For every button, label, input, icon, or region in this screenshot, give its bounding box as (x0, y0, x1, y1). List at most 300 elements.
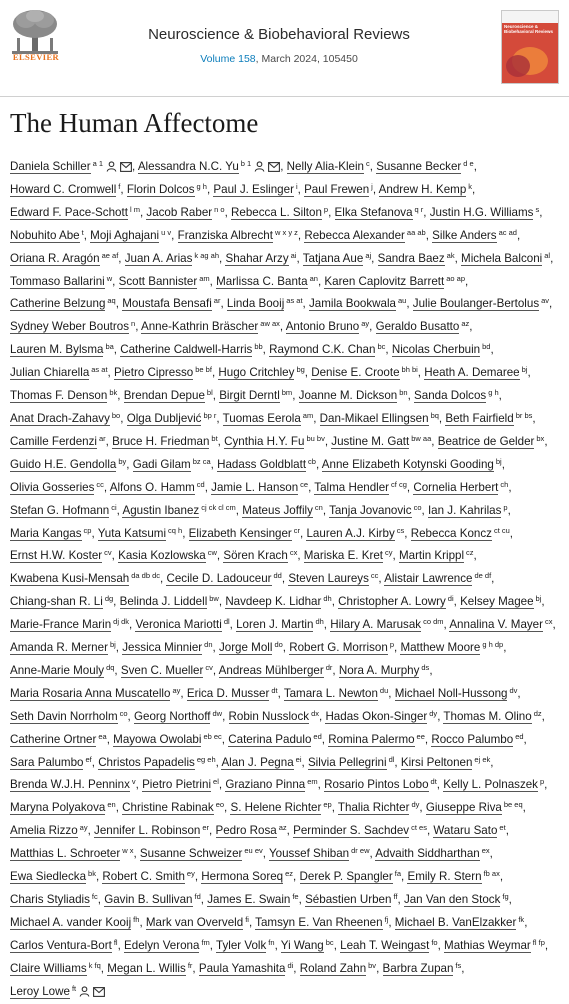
affiliation-marker[interactable]: dy (411, 800, 420, 810)
affiliation-marker[interactable]: ac ad (498, 227, 517, 237)
author-name-link[interactable]: Annalina V. Mayer (449, 618, 543, 632)
author-name-link[interactable]: Michela Balconi (461, 251, 543, 265)
affiliation-marker[interactable]: er (202, 823, 210, 833)
author-name-link[interactable]: Hermona Soreq (201, 870, 284, 884)
affiliation-marker[interactable]: ay (172, 685, 181, 695)
affiliation-marker[interactable]: ae af (101, 250, 119, 260)
volume-link[interactable]: Volume 158 (200, 53, 256, 65)
affiliation-marker[interactable]: eg eh (196, 754, 216, 764)
author-name-link[interactable]: Christopher A. Lowry (338, 595, 446, 609)
envelope-icon[interactable] (93, 987, 105, 997)
affiliation-marker[interactable]: bx (536, 433, 545, 443)
author-name-link[interactable]: Silke Anders (432, 228, 497, 242)
author-name-link[interactable]: Ewa Siedlecka (10, 870, 87, 884)
author-name-link[interactable]: Nelly Alia-Klein (286, 160, 364, 173)
author-name-link[interactable]: Pietro Cipresso (113, 366, 194, 380)
affiliation-marker[interactable]: p (503, 502, 508, 512)
affiliation-marker[interactable]: i (295, 181, 298, 191)
author-name-link[interactable]: Mayowa Owolabi (113, 732, 202, 746)
author-name-link[interactable]: Alistair Lawrence (384, 572, 473, 586)
affiliation-marker[interactable]: aa ab (406, 227, 426, 237)
author-name-link[interactable]: Tatjana Aue (302, 251, 364, 265)
affiliation-marker[interactable]: aw ax (260, 319, 280, 329)
author-name-link[interactable]: Veronica Mariotti (135, 618, 222, 632)
affiliation-marker[interactable]: ee (416, 731, 425, 741)
affiliation-marker[interactable]: du (379, 685, 389, 695)
affiliation-marker[interactable]: ff (393, 892, 398, 901)
affiliation-marker[interactable]: dg (104, 594, 114, 604)
author-name-link[interactable]: Tuomas Eerola (222, 411, 301, 425)
affiliation-marker[interactable]: fm (201, 937, 210, 947)
affiliation-marker[interactable]: ct cu (493, 525, 510, 535)
author-name-link[interactable]: Edward F. Pace-Schott (10, 205, 128, 219)
author-name-link[interactable]: Anne-Kathrin Bräscher (141, 320, 259, 334)
affiliation-marker[interactable]: cc (370, 571, 379, 581)
affiliation-marker[interactable]: q r (414, 204, 424, 214)
affiliation-marker[interactable]: j (371, 181, 373, 191)
author-name-link[interactable]: Silvia Pellegrini (307, 755, 387, 769)
affiliation-marker[interactable]: ez (285, 869, 294, 879)
affiliation-marker[interactable]: f (118, 181, 121, 191)
affiliation-marker[interactable]: cx (289, 548, 298, 558)
affiliation-marker[interactable]: fo (431, 937, 438, 947)
author-name-link[interactable]: Daniela Schiller (10, 160, 91, 173)
author-name-link[interactable]: Hilary A. Marusak (330, 618, 422, 632)
affiliation-marker[interactable]: g h (488, 388, 499, 398)
affiliation-marker[interactable]: ey (186, 869, 195, 879)
affiliation-marker[interactable]: bv (368, 960, 377, 970)
affiliation-marker[interactable]: cq h (168, 525, 183, 535)
author-name-link[interactable]: Mathias Weymar (444, 938, 531, 952)
affiliation-marker[interactable]: l m (129, 204, 140, 214)
affiliation-marker[interactable]: do (274, 640, 283, 650)
author-name-link[interactable]: Agustin Ibanez (122, 503, 200, 517)
affiliation-marker[interactable]: g h (196, 181, 207, 191)
affiliation-marker[interactable]: az (278, 823, 287, 833)
affiliation-marker[interactable]: d e (463, 159, 474, 168)
author-name-link[interactable]: Cornelia Herbert (413, 480, 499, 494)
affiliation-marker[interactable]: b 1 (240, 159, 252, 168)
author-name-link[interactable]: Megan L. Willis (107, 961, 186, 975)
author-name-link[interactable]: Alfons O. Hamm (109, 480, 195, 494)
author-name-link[interactable]: Anne Elizabeth Kotynski Gooding (321, 457, 494, 471)
author-name-link[interactable]: Matthew Moore (400, 641, 481, 655)
affiliation-marker[interactable]: v (131, 777, 136, 787)
affiliation-marker[interactable]: ed (515, 731, 524, 741)
author-name-link[interactable]: Mark van Overveld (145, 915, 244, 929)
affiliation-marker[interactable]: ar (98, 433, 106, 443)
affiliation-marker[interactable]: dt (271, 685, 278, 695)
author-name-link[interactable]: Beatrice de Gelder (437, 434, 535, 448)
author-name-link[interactable]: Heath A. Demaree (424, 366, 520, 380)
author-name-link[interactable]: Karen Caplovitz Barrett (324, 274, 445, 288)
affiliation-marker[interactable]: al (544, 250, 551, 260)
affiliation-marker[interactable]: p (389, 640, 394, 650)
author-name-link[interactable]: Julian Chiarella (10, 366, 90, 380)
author-name-link[interactable]: Catherine Ortner (10, 732, 97, 746)
affiliation-marker[interactable]: bb (254, 342, 263, 352)
author-name-link[interactable]: Advaith Siddharthan (375, 847, 480, 861)
author-name-link[interactable]: Christos Papadelis (98, 755, 195, 769)
author-name-link[interactable]: Jennifer L. Robinson (94, 824, 201, 838)
author-name-link[interactable]: Olivia Gosseries (10, 480, 95, 494)
author-name-link[interactable]: Andrew H. Kemp (378, 182, 467, 196)
author-name-link[interactable]: Geraldo Busatto (375, 320, 460, 334)
author-name-link[interactable]: Chiang-shan R. Li (10, 595, 103, 609)
affiliation-marker[interactable]: ea (98, 731, 107, 741)
author-name-link[interactable]: Tommaso Ballarini (10, 274, 105, 288)
affiliation-marker[interactable]: cr (293, 525, 301, 535)
author-name-link[interactable]: Lauren A.J. Kirby (306, 526, 395, 540)
author-name-link[interactable]: Matthias L. Schroeter (10, 847, 121, 861)
affiliation-marker[interactable]: s (535, 204, 540, 214)
affiliation-marker[interactable]: ei (295, 754, 302, 764)
affiliation-marker[interactable]: eb ec (203, 731, 222, 741)
author-name-link[interactable]: Joanne M. Dickson (298, 389, 398, 403)
affiliation-marker[interactable]: fl fp (532, 937, 545, 947)
affiliation-marker[interactable]: w (106, 273, 113, 283)
affiliation-marker[interactable]: an (309, 273, 318, 283)
author-name-link[interactable]: Linda Booij (226, 297, 285, 311)
author-name-link[interactable]: Kelly L. Polnaszek (443, 778, 538, 792)
author-name-link[interactable]: Talma Hendler (314, 480, 390, 494)
author-name-link[interactable]: Michael A. vander Kooij (10, 915, 132, 929)
affiliation-marker[interactable]: ds (421, 662, 430, 672)
affiliation-marker[interactable]: el (213, 777, 219, 787)
author-name-link[interactable]: Claire Williams (10, 961, 87, 975)
affiliation-marker[interactable]: aj (365, 250, 372, 260)
affiliation-marker[interactable]: ce (300, 479, 309, 489)
journal-cover-thumbnail[interactable] (501, 10, 559, 84)
affiliation-marker[interactable]: ct es (411, 823, 427, 833)
author-name-link[interactable]: Bruce H. Friedman (112, 434, 210, 448)
affiliation-marker[interactable]: as at (91, 365, 108, 375)
person-icon[interactable] (254, 161, 265, 172)
affiliation-marker[interactable]: ed (313, 731, 322, 741)
author-name-link[interactable]: Martin Krippl (398, 549, 465, 563)
author-name-link[interactable]: Raymond C.K. Chan (269, 343, 376, 357)
affiliation-marker[interactable]: bz ca (192, 456, 211, 466)
affiliation-marker[interactable]: cb (308, 456, 316, 466)
author-name-link[interactable]: Andreas Mühlberger (218, 663, 324, 677)
author-name-link[interactable]: Tamara L. Newton (283, 686, 378, 700)
author-name-link[interactable]: Amanda R. Merner (10, 641, 108, 655)
affiliation-marker[interactable]: bk (88, 869, 96, 879)
affiliation-marker[interactable]: a 1 (92, 159, 103, 168)
author-name-link[interactable]: Yi Wang (280, 938, 324, 952)
affiliation-marker[interactable]: k ag ah (194, 250, 220, 260)
affiliation-marker[interactable]: ch (500, 479, 509, 489)
author-name-link[interactable]: Elizabeth Kensinger (188, 526, 292, 540)
affiliation-marker[interactable]: cx (545, 617, 553, 627)
author-name-link[interactable]: Rebecca Alexander (304, 228, 405, 242)
author-name-link[interactable]: Denise E. Croote (311, 366, 400, 380)
author-name-link[interactable]: Rebecca L. Silton (231, 205, 322, 219)
author-name-link[interactable]: Justine M. Gatt (331, 434, 410, 448)
affiliation-marker[interactable]: em (307, 777, 318, 787)
affiliation-marker[interactable]: dj dk (113, 617, 129, 627)
author-name-link[interactable]: Wataru Sato (433, 824, 498, 838)
affiliation-marker[interactable]: co (119, 708, 128, 718)
author-name-link[interactable]: Giuseppe Riva (425, 801, 502, 815)
affiliation-marker[interactable]: bp r (203, 410, 217, 420)
affiliation-marker[interactable]: dy (429, 708, 438, 718)
affiliation-marker[interactable]: ft (71, 983, 77, 993)
affiliation-marker[interactable]: av (541, 296, 550, 306)
author-name-link[interactable]: Guido H.E. Gendolla (10, 457, 117, 471)
author-name-link[interactable]: Kasia Kozlowska (118, 549, 206, 563)
affiliation-marker[interactable]: ej ek (474, 754, 491, 764)
author-name-link[interactable]: Moji Aghajani (90, 228, 160, 242)
affiliation-marker[interactable]: cp (83, 525, 92, 535)
author-name-link[interactable]: Paul Frewen (304, 182, 370, 196)
author-name-link[interactable]: Thomas F. Denson (10, 389, 108, 403)
affiliation-marker[interactable]: bm (281, 388, 293, 398)
author-name-link[interactable]: Paul J. Eslinger (213, 182, 294, 196)
affiliation-marker[interactable]: n (131, 319, 136, 329)
affiliation-marker[interactable]: cv (104, 548, 112, 558)
affiliation-marker[interactable]: u v (161, 227, 172, 237)
author-name-link[interactable]: Thomas M. Olino (443, 709, 532, 723)
affiliation-marker[interactable]: p (323, 204, 329, 214)
affiliation-marker[interactable]: co dm (423, 617, 444, 627)
author-name-link[interactable]: Justin H.G. Williams (429, 205, 534, 219)
affiliation-marker[interactable]: ba (105, 342, 114, 352)
affiliation-marker[interactable]: ay (79, 823, 88, 833)
author-name-link[interactable]: Charis Styliadis (10, 893, 90, 906)
author-name-link[interactable]: Derek P. Spangler (299, 870, 393, 884)
affiliation-marker[interactable]: w x (122, 846, 134, 856)
author-name-link[interactable]: Elka Stefanova (334, 205, 413, 219)
author-name-link[interactable]: Jamila Bookwala (309, 297, 396, 311)
author-name-link[interactable]: Jacob Raber (146, 205, 213, 219)
affiliation-marker[interactable]: cj ck cl cm (201, 502, 236, 512)
author-name-link[interactable]: Stefan G. Hofmann (10, 503, 110, 517)
author-name-link[interactable]: Sandra Baez (377, 251, 445, 265)
author-name-link[interactable]: Anat Drach-Zahavy (10, 411, 110, 425)
author-name-link[interactable]: Mariska E. Kret (303, 549, 384, 563)
author-name-link[interactable]: Marlissa C. Banta (216, 274, 308, 288)
author-name-link[interactable]: Kirsi Peltonen (400, 755, 473, 769)
author-name-link[interactable]: Brendan Depue (123, 389, 205, 403)
author-name-link[interactable]: Romina Palermo (328, 732, 415, 746)
author-name-link[interactable]: Michael B. VanElzakker (394, 915, 517, 929)
author-name-link[interactable]: Maryna Polyakova (10, 801, 106, 815)
affiliation-marker[interactable]: bq (430, 410, 439, 420)
affiliation-marker[interactable]: fg (502, 892, 509, 901)
affiliation-marker[interactable]: bw aa (411, 433, 432, 443)
affiliation-marker[interactable]: de df (474, 571, 492, 581)
affiliation-marker[interactable]: bw (209, 594, 219, 604)
author-name-link[interactable]: Susanne Becker (376, 160, 462, 173)
author-name-link[interactable]: Loren J. Martin (236, 618, 314, 632)
affiliation-marker[interactable]: dl (223, 617, 230, 627)
affiliation-marker[interactable]: dr ew (351, 846, 370, 856)
author-name-link[interactable]: Susanne Schweizer (139, 847, 243, 861)
author-name-link[interactable]: Moustafa Bensafi (122, 297, 212, 311)
author-name-link[interactable]: Jan Van den Stock (403, 893, 501, 906)
affiliation-marker[interactable]: bc (377, 342, 386, 352)
author-name-link[interactable]: Maria Kangas (10, 526, 82, 540)
affiliation-marker[interactable]: bj (521, 365, 528, 375)
author-name-link[interactable]: Thalia Richter (337, 801, 410, 815)
affiliation-marker[interactable]: as at (286, 296, 303, 306)
author-name-link[interactable]: Tanja Jovanovic (329, 503, 412, 517)
affiliation-marker[interactable]: fh (133, 914, 140, 924)
author-name-link[interactable]: Juan A. Arias (124, 251, 193, 265)
affiliation-marker[interactable]: cn (314, 502, 323, 512)
affiliation-marker[interactable]: dh (315, 617, 324, 627)
affiliation-marker[interactable]: aq (107, 296, 116, 306)
author-name-link[interactable]: Erica D. Musser (186, 686, 270, 700)
author-name-link[interactable]: Leroy Lowe (10, 984, 70, 998)
author-name-link[interactable]: Robin Nusslock (228, 709, 310, 723)
affiliation-marker[interactable]: et (499, 823, 506, 833)
author-name-link[interactable]: Jorge Moll (218, 641, 273, 655)
author-name-link[interactable]: Sara Palumbo (10, 755, 84, 769)
affiliation-marker[interactable]: au (398, 296, 407, 306)
author-name-link[interactable]: Gadi Gilam (132, 457, 191, 471)
author-name-link[interactable]: Christine Rabinak (122, 801, 214, 815)
author-name-link[interactable]: Gavin B. Sullivan (104, 893, 193, 906)
envelope-icon[interactable] (268, 162, 280, 172)
author-name-link[interactable]: Ian J. Kahrilas (427, 503, 502, 517)
author-name-link[interactable]: Leah T. Weingast (340, 938, 430, 952)
affiliation-marker[interactable]: bt (211, 433, 218, 443)
author-name-link[interactable]: Steven Laureys (288, 572, 369, 586)
affiliation-marker[interactable]: bo (111, 410, 121, 420)
affiliation-marker[interactable]: bj (495, 456, 502, 466)
author-name-link[interactable]: Tyler Volk (216, 938, 267, 952)
affiliation-marker[interactable]: ai (290, 250, 297, 260)
author-name-link[interactable]: Navdeep K. Lidhar (225, 595, 322, 609)
affiliation-marker[interactable]: dq (106, 662, 115, 672)
affiliation-marker[interactable]: fr (187, 960, 193, 970)
affiliation-marker[interactable]: ex (481, 846, 490, 856)
author-name-link[interactable]: Roland Zahn (299, 961, 367, 975)
affiliation-marker[interactable]: ci (111, 502, 117, 512)
author-name-link[interactable]: Ernst H.W. Koster (10, 549, 103, 563)
author-name-link[interactable]: Scott Bannister (118, 274, 198, 288)
affiliation-marker[interactable]: k (468, 181, 473, 191)
affiliation-marker[interactable]: bh bi (401, 365, 418, 375)
author-name-link[interactable]: Maria Rosaria Anna Muscatello (10, 686, 171, 700)
affiliation-marker[interactable]: g h dp (482, 640, 504, 650)
affiliation-marker[interactable]: p (539, 777, 545, 787)
affiliation-marker[interactable]: bc (325, 937, 334, 947)
affiliation-marker[interactable]: fj (384, 914, 389, 924)
author-name-link[interactable]: Belinda J. Liddell (119, 595, 208, 609)
affiliation-marker[interactable]: cy (385, 548, 393, 558)
author-name-link[interactable]: Paula Yamashita (198, 961, 286, 975)
author-name-link[interactable]: Kwabena Kusi-Mensah (10, 572, 130, 586)
affiliation-marker[interactable]: da db dc (131, 571, 161, 581)
author-name-link[interactable]: S. Helene Richter (230, 801, 322, 815)
author-name-link[interactable]: Michael Noll-Hussong (394, 686, 508, 700)
affiliation-marker[interactable]: fd (194, 892, 201, 901)
author-name-link[interactable]: Cynthia H.Y. Fu (224, 434, 305, 448)
affiliation-marker[interactable]: bj (109, 640, 116, 650)
author-name-link[interactable]: Julie Boulanger-Bertolus (412, 297, 540, 311)
author-name-link[interactable]: Camille Ferdenzi (10, 434, 97, 448)
affiliation-marker[interactable]: di (287, 960, 294, 970)
author-name-link[interactable]: Sanda Dolcos (414, 389, 487, 403)
affiliation-marker[interactable]: ef (85, 754, 92, 764)
affiliation-marker[interactable]: br bs (515, 410, 533, 420)
journal-title-link[interactable]: Neuroscience & Biobehavioral Reviews (148, 26, 410, 43)
author-name-link[interactable]: Tamsyn E. Van Rheenen (255, 915, 383, 929)
affiliation-marker[interactable]: bn (399, 388, 408, 398)
author-name-link[interactable]: Nora A. Murphy (338, 663, 420, 677)
author-name-link[interactable]: Shahar Arzy (225, 251, 289, 265)
affiliation-marker[interactable]: fi (245, 914, 249, 924)
person-icon[interactable] (79, 986, 90, 997)
author-name-link[interactable]: Marie-France Marin (10, 618, 112, 632)
author-name-link[interactable]: Georg Northoff (133, 709, 211, 723)
affiliation-marker[interactable]: fk (518, 914, 525, 924)
affiliation-marker[interactable]: by (118, 456, 127, 466)
affiliation-marker[interactable]: fn (268, 937, 275, 947)
author-name-link[interactable]: Carlos Ventura-Bort (10, 938, 112, 952)
affiliation-marker[interactable]: dv (509, 685, 518, 695)
author-name-link[interactable]: Rocco Palumbo (431, 732, 514, 746)
author-name-link[interactable]: Catherine Belzung (10, 297, 106, 311)
author-name-link[interactable]: Jessica Minnier (122, 641, 203, 655)
affiliation-marker[interactable]: ay (361, 319, 370, 329)
affiliation-marker[interactable]: n o (214, 204, 225, 214)
author-name-link[interactable]: Anne-Marie Mouly (10, 663, 105, 677)
envelope-icon[interactable] (120, 162, 132, 172)
affiliation-marker[interactable]: dn (204, 640, 213, 650)
author-name-link[interactable]: Dan-Mikael Ellingsen (319, 411, 429, 425)
affiliation-marker[interactable]: dw (212, 708, 223, 718)
affiliation-marker[interactable]: cc (96, 479, 104, 489)
affiliation-marker[interactable]: bj (535, 594, 542, 604)
affiliation-marker[interactable]: bu bv (306, 433, 325, 443)
author-name-link[interactable]: Cecile D. Ladouceur (166, 572, 272, 586)
affiliation-marker[interactable]: fc (91, 892, 98, 901)
author-name-link[interactable]: Lauren M. Bylsma (10, 343, 104, 357)
author-name-link[interactable]: Rebecca Koncz (410, 526, 492, 540)
affiliation-marker[interactable]: dr (325, 662, 333, 672)
author-name-link[interactable]: Perminder S. Sachdev (293, 824, 410, 838)
author-name-link[interactable]: Edelyn Verona (124, 938, 200, 952)
affiliation-marker[interactable]: ao ap (446, 273, 466, 283)
author-name-link[interactable]: Yuta Katsumi (97, 526, 167, 540)
author-name-link[interactable]: Howard C. Cromwell (10, 182, 117, 196)
affiliation-marker[interactable]: di (447, 594, 454, 604)
affiliation-marker[interactable]: be bf (195, 365, 212, 375)
affiliation-marker[interactable]: am (199, 273, 210, 283)
affiliation-marker[interactable]: cd (196, 479, 205, 489)
affiliation-marker[interactable]: k fq (88, 960, 101, 970)
person-icon[interactable] (106, 161, 117, 172)
affiliation-marker[interactable]: dd (273, 571, 282, 581)
author-name-link[interactable]: Olga Dubljević (126, 411, 202, 425)
affiliation-marker[interactable]: bd (482, 342, 491, 352)
author-name-link[interactable]: Nobuhito Abe (10, 228, 80, 242)
author-name-link[interactable]: Jamie L. Hanson (211, 480, 299, 494)
affiliation-marker[interactable]: eu ev (244, 846, 263, 856)
author-name-link[interactable]: Oriana R. Aragón (10, 251, 100, 265)
affiliation-marker[interactable]: be eq (503, 800, 523, 810)
affiliation-marker[interactable]: bl (206, 388, 213, 398)
affiliation-marker[interactable]: am (302, 410, 314, 420)
author-name-link[interactable]: Florin Dolcos (126, 182, 195, 196)
author-name-link[interactable]: Barbra Zupan (382, 961, 454, 975)
author-name-link[interactable]: Brenda W.J.H. Penninx (10, 778, 130, 792)
affiliation-marker[interactable]: t (81, 227, 84, 237)
